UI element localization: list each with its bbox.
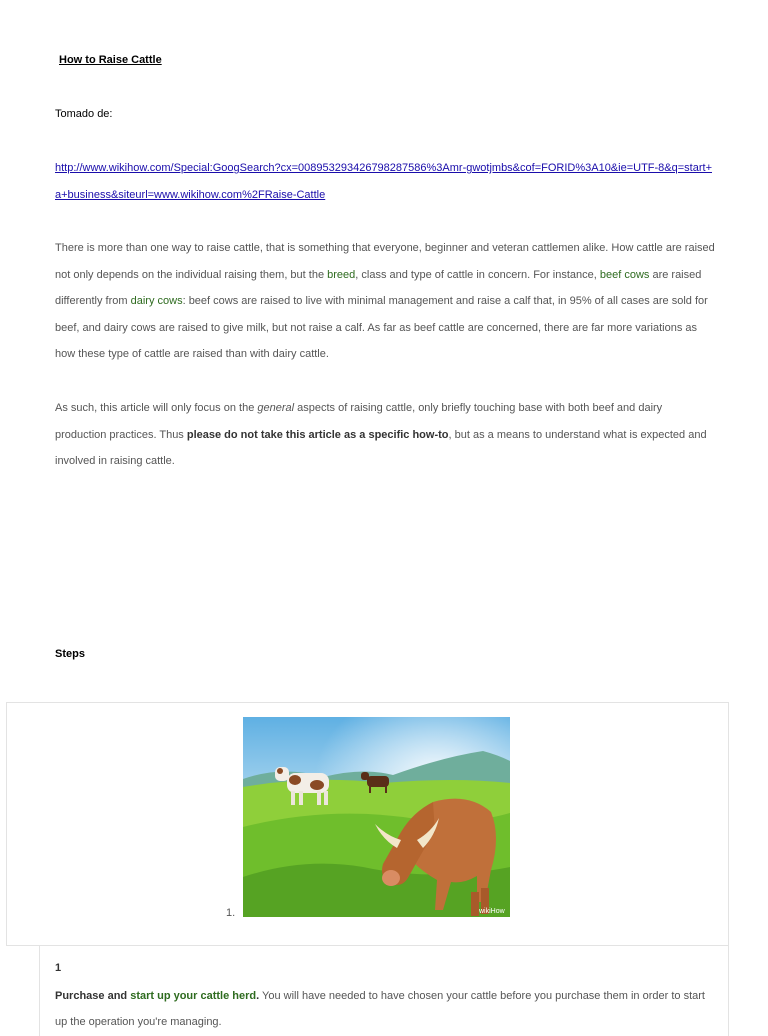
intro-paragraph-2	[55, 395, 715, 475]
intro-p1-text-b: , class and type of cattle in concern. For instance,	[355, 268, 600, 281]
steps-heading: Steps	[55, 648, 85, 660]
intro-p2-text-a: As such, this article will only focus on the	[55, 402, 258, 414]
dairy-cows-link[interactable]: dairy cows	[130, 295, 183, 308]
intro-p1-text-c: are raised differently from	[55, 268, 702, 308]
start-herd-link[interactable]: start up your cattle herd	[130, 990, 257, 1002]
step-1-body: You will have needed to have chosen your cattle before you purchase them in order to start up the operation you're managing.	[55, 990, 705, 1028]
list-marker: 1.	[226, 907, 236, 919]
intro-p1-text-a: There is more than one way to raise cattle, that is something that everyone, beginner and veteran cattlemen alike. How cattle are raised not only depends on the individual raising them, but the	[55, 242, 715, 281]
source-link[interactable]: http://www.wikihow.com/Special:GoogSearch?cx=008953293426798287586%3Amr-gwotjmbs&cof=FORID%3A10&ie=UTF-8&q=start+a+business&siteurl=www.wikihow.com%2FRaise-Cattle	[55, 162, 712, 201]
intro-p2-text-b: aspects of raising cattle, only briefly touching base with both beef and dairy production practices. Thus	[55, 402, 663, 441]
breed-link[interactable]: breed	[327, 268, 356, 281]
intro-p2-text-c: , but as a means to understand what is expected and involved in raising cattle.	[55, 428, 707, 468]
intro-paragraph-1	[55, 235, 715, 368]
step-number: 1	[55, 962, 62, 974]
step-1-bold-b: .	[256, 990, 260, 1002]
step-1-text	[55, 983, 715, 1035]
source-label: Tomado de:	[55, 108, 113, 120]
page-title: How to Raise Cattle	[59, 54, 162, 66]
warning-bold-text: please do not take this article as a specific how-to	[186, 428, 449, 441]
general-emphasis: general	[257, 402, 295, 414]
cattle-illustration	[243, 717, 510, 917]
step-1-bold-a: Purchase and	[55, 990, 131, 1002]
beef-cows-link[interactable]: beef cows	[599, 268, 650, 281]
wikihow-watermark: wikiHow	[479, 908, 505, 915]
intro-p1-text-d: : beef cows are raised to live with minimal management and raise a calf that, in 95% of all cases are sold for beef, and dairy cows are raised to give milk, but not raise a calf. As far as beef cattle are concerned, there are far more variations as how these type of cattle are raised than with dairy cattle.	[55, 295, 708, 361]
